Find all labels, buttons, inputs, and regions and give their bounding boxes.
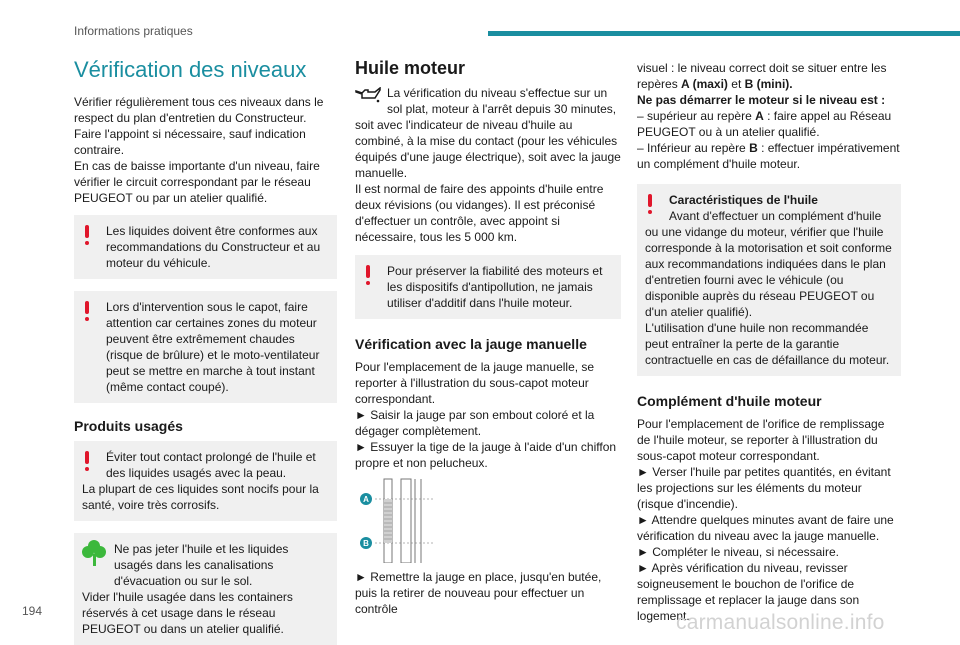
column-oil-continued [637, 60, 901, 624]
oil-can-icon [355, 87, 381, 103]
warning-icon [85, 301, 89, 321]
gauge-step-1: ► Saisir la jauge par son embout coloré et la dégager complètement. [355, 408, 595, 438]
column-levels [74, 52, 337, 645]
top-up-step-4: ► Après vérification du niveau, revisser soigneusement le bouchon de l'orifice de remplissage et replacer la jauge dans son logement. [637, 561, 860, 623]
warning-box-oil-characteristics [637, 184, 901, 376]
warning-box-engine-hot [74, 291, 337, 403]
oil-characteristics-title: Caractéristiques de l'huile [669, 193, 818, 207]
mark-a-label: A [363, 495, 369, 504]
top-up-step-1: ► Verser l'huile par petites quantités, en évitant les projections sur les éléments du moteur (risque d'incendie). [637, 465, 891, 511]
top-up-step-2: ► Attendre quelques minutes avant de faire une vérification du niveau avec la jauge manuelle. [637, 513, 894, 543]
warning-icon [85, 225, 89, 245]
page-title: Vérification des niveaux [74, 57, 307, 82]
watermark: carmanualsonline.info [676, 611, 885, 634]
environment-box [74, 533, 337, 645]
warning-text: Lors d'intervention sous le capot, faire attention car certaines zones du moteur peuvent être extrêmement chaudes (risque de brûlure) et le moto-ventilateur peut se mettre en marche à tout instant (même contact coupé). [106, 300, 320, 394]
warning-icon [366, 265, 370, 285]
warning-icon [648, 194, 652, 214]
oil-characteristics-text-2: L'utilisation d'une huile non recommandée peut entraîner la perte de la garantie contractuelle en cas de défaillance du moteur. [645, 321, 890, 367]
oil-intro-text-2: Il est normal de faire des appoints d'huile entre deux révisions (ou vidanges). Il est préconisé d'effectuer un contrôle, avec appoint si nécessaire, tous les 5 000 km. [355, 182, 604, 244]
level-above-item: – supérieur au repère A : faire appel au Réseau PEUGEOT ou à un atelier qualifié. [637, 109, 892, 139]
mark-b-label: B [363, 539, 369, 548]
header-accent-bar [488, 31, 960, 36]
oil-intro-text: La vérification du niveau s'effectue sur un sol plat, moteur à l'arrêt depuis 30 minutes, soit avec l'indicateur de niveau d'huile au combiné, à la mise du contact (pour les véhicules équipés d'une jauge électrique), soit avec la jauge manuelle. [355, 86, 621, 180]
section-heading-manual-gauge: Vérification avec la jauge manuelle [355, 336, 587, 352]
do-not-start-heading: Ne pas démarrer le moteur si le niveau est : [637, 93, 886, 107]
section-header: Informations pratiques [74, 24, 193, 38]
top-up-intro: Pour l'emplacement de l'orifice de remplissage de l'huile moteur, se reporter à l'illustration du sous-capot moteur correspondant. [637, 417, 885, 463]
page-number: 194 [22, 604, 43, 618]
section-heading-oil-top-up: Complément d'huile moteur [637, 393, 822, 409]
top-up-step-3: ► Compléter le niveau, si nécessaire. [637, 545, 839, 559]
oil-characteristics-text: Avant d'effectuer un complément d'huile ou une vidange du moteur, vérifier que l'huile corresponde à la motorisation et soit conforme aux recommandations indiquées dans le plan d'entretien fourni avec le véhicule (ou disponible auprès du réseau PEUGEOT ou d'un atelier qualifié). [645, 209, 892, 319]
section-heading-used-products: Produits usagés [74, 418, 183, 434]
warning-box-fluids [74, 215, 337, 279]
warning-text: Les liquides doivent être conformes aux recommandations du Constructeur et au moteur du véhicule. [106, 224, 321, 270]
warning-text: Éviter tout contact prolongé de l'huile et des liquides usagés avec la peau. [106, 450, 316, 480]
gauge-step-2: ► Essuyer la tige de la jauge à l'aide d'un chiffon propre et non pelucheux. [355, 440, 617, 470]
environment-text-2: Vider l'huile usagée dans les containers réservés à cet usage dans le réseau PEUGEOT ou dans un atelier qualifié. [82, 590, 293, 636]
intro-paragraph: Vérifier régulièrement tous ces niveaux dans le respect du plan d'entretien du Constructeur. Faire l'appoint si nécessaire, sauf indication contraire. [74, 95, 324, 157]
environment-leaf-icon [82, 542, 106, 566]
oil-intro-block [355, 85, 621, 181]
warning-text-2: La plupart de ces liquides sont nocifs pour la santé, voire très corrosifs. [82, 482, 319, 512]
dipstick-drawing [355, 477, 445, 563]
section-title-engine-oil: Huile moteur [355, 58, 466, 78]
level-below-item: – Inférieur au repère B : effectuer impérativement un complément d'huile moteur. [637, 141, 900, 171]
intro-paragraph-2: En cas de baisse importante d'un niveau, faire vérifier le circuit correspondant par le réseau PEUGEOT ou par un atelier qualifié. [74, 159, 320, 205]
environment-text: Ne pas jeter l'huile et les liquides usagés dans les canalisations d'évacuation ou sur le sol. [114, 542, 289, 588]
column-engine-oil [355, 52, 621, 617]
gauge-step-3: ► Remettre la jauge en place, jusqu'en butée, puis la retirer de nouveau pour effectuer un contrôle [355, 570, 602, 616]
dipstick-illustration [355, 477, 621, 563]
visual-check-text: visuel : le niveau correct doit se situer entre les repères A (maxi) et B (mini). [637, 61, 887, 91]
warning-box-skin-contact [74, 441, 337, 521]
warning-icon [85, 451, 89, 471]
warning-text: Pour préserver la fiabilité des moteurs et les dispositifs d'antipollution, ne jamais utiliser d'additif dans l'huile moteur. [387, 264, 603, 310]
warning-box-additive [355, 255, 621, 319]
gauge-intro: Pour l'emplacement de la jauge manuelle, se reporter à l'illustration du sous-capot moteur correspondant. [355, 360, 595, 406]
